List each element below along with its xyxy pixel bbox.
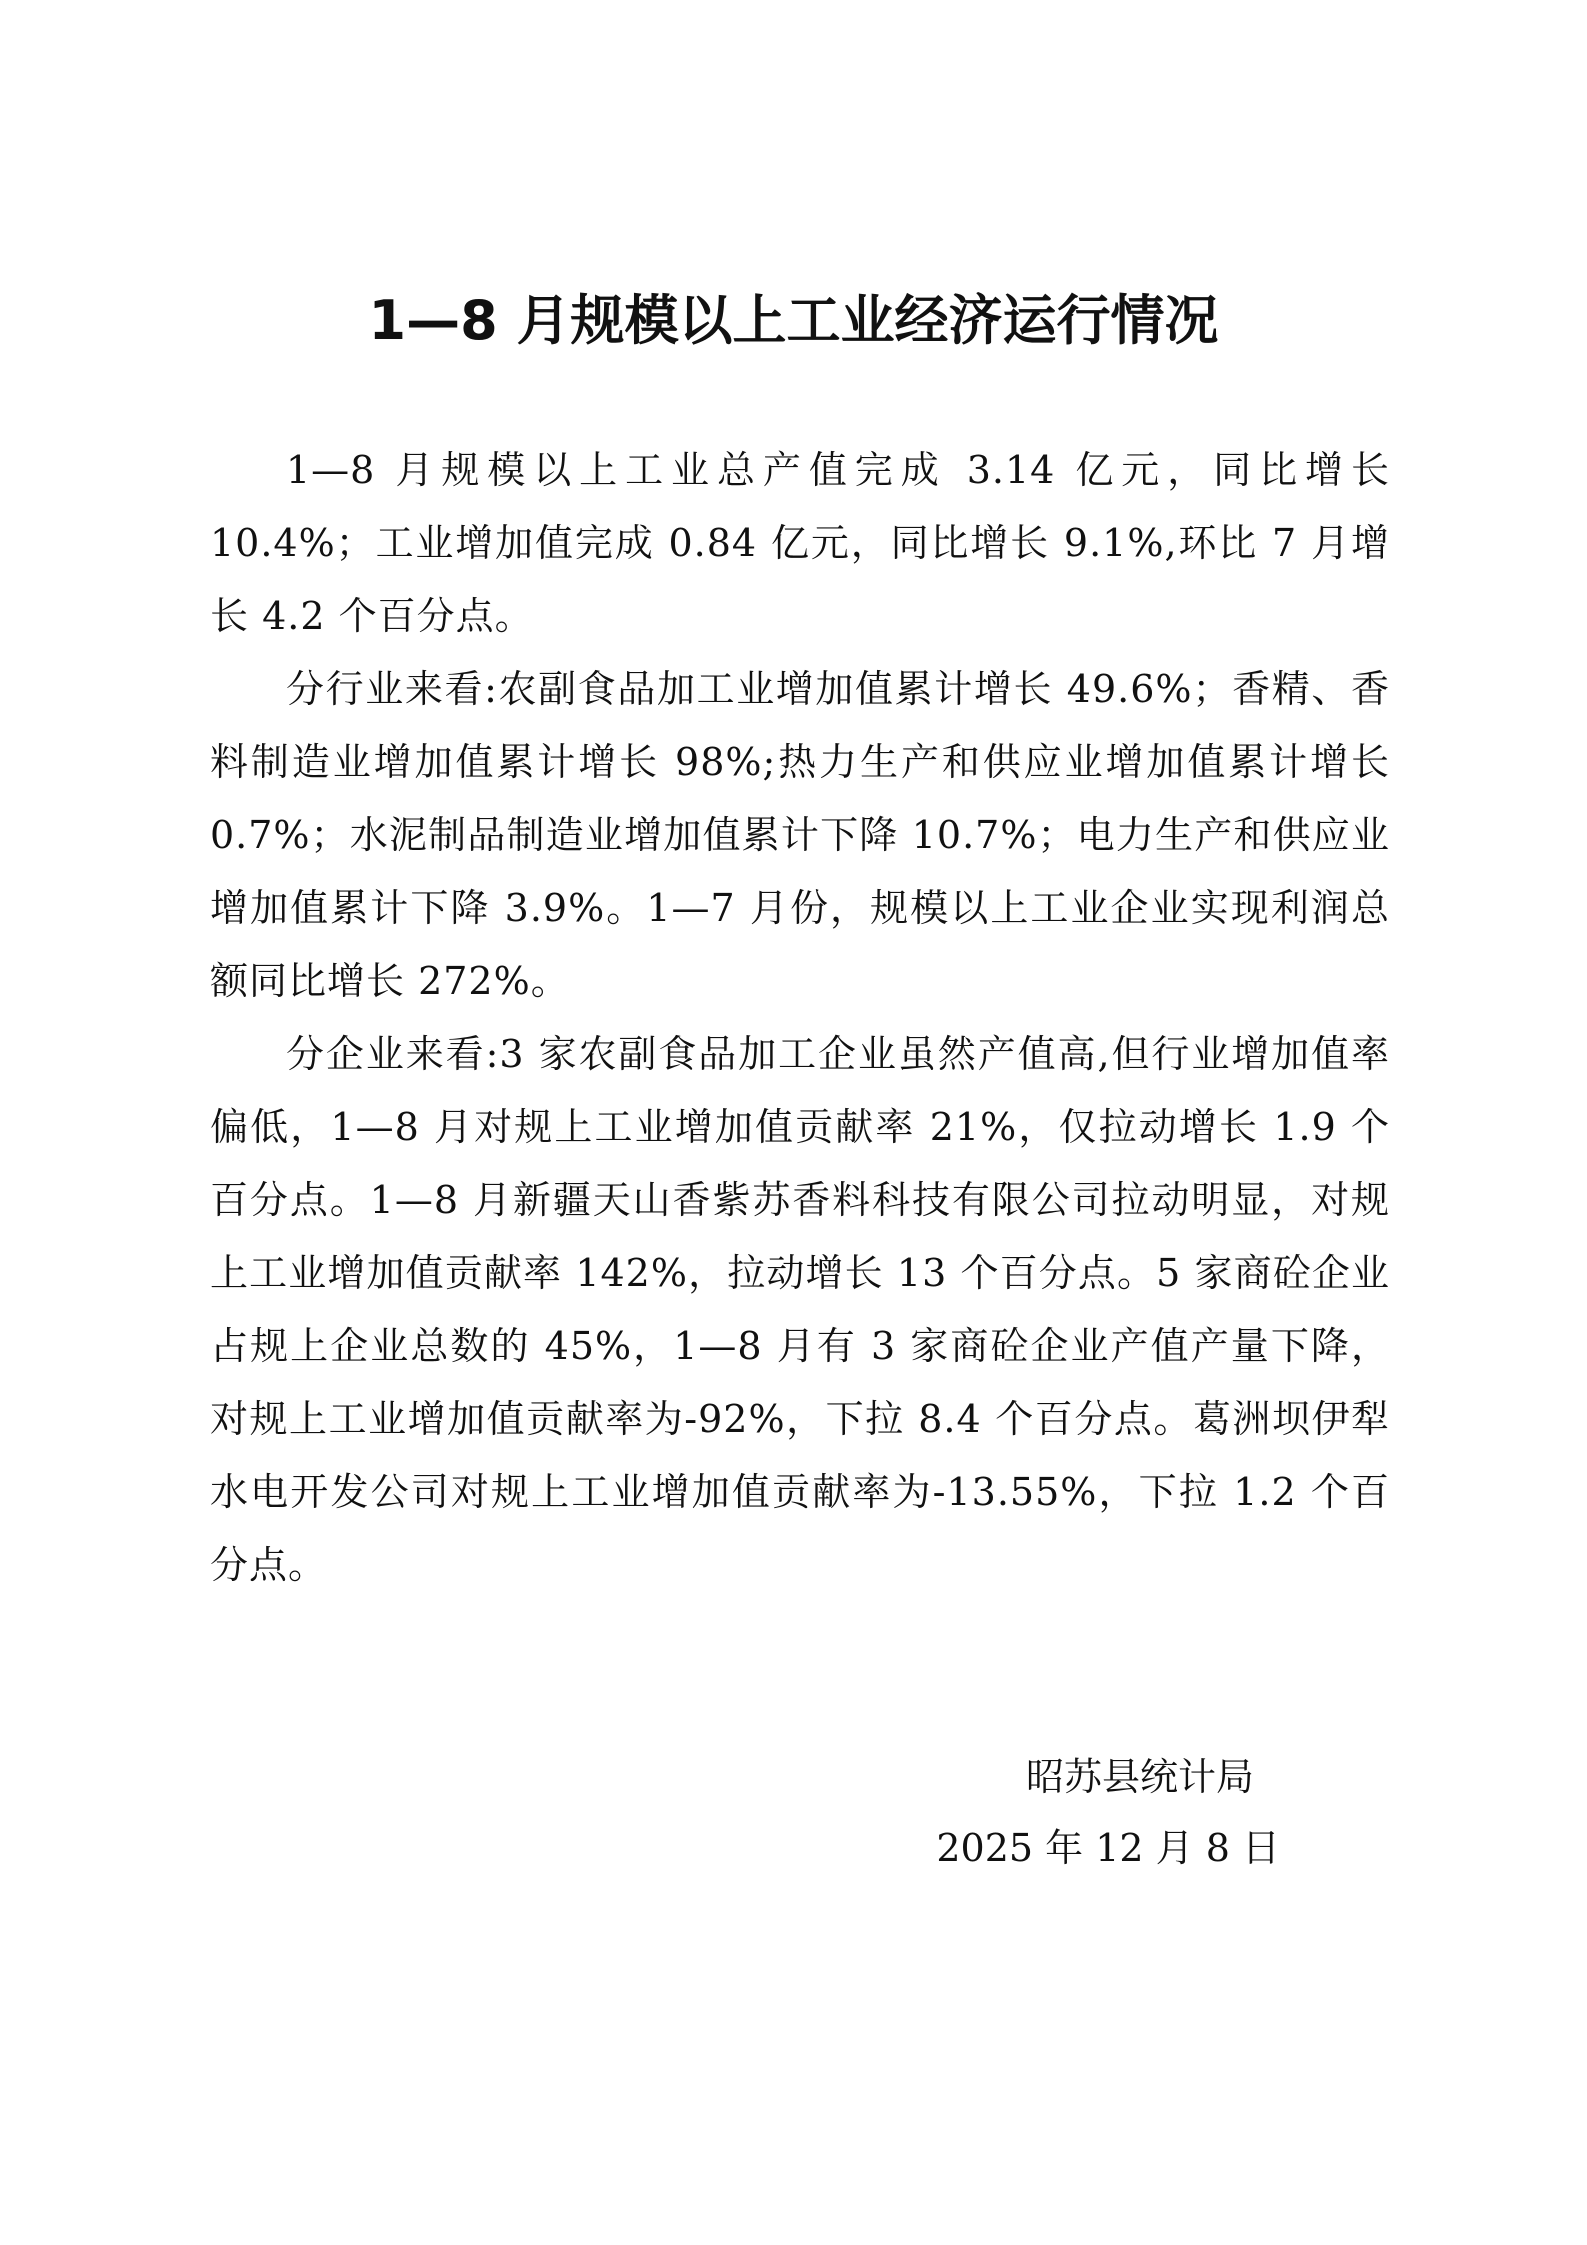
paragraph-overview: 1—8 月规模以上工业总产值完成 3.14 亿元，同比增长 10.4%；工业增加值完成 0.84 亿元，同比增长 9.1%,环比 7 月增长 4.2 个百分点。 [210, 448, 1390, 638]
paragraph-by-industry: 分行业来看:农副食品加工业增加值累计增长 49.6%；香精、香料制造业增加值累计增长 98%;热力生产和供应业增加值累计增长 0.7%；水泥制品制造业增加值累计下降 10.7%；电力生产和供应业增加值累计下降 3.9%。1—7 月份，规模以上工业企业实现利润总额同比增长 272%。 [210, 667, 1390, 1003]
document-body [210, 434, 1390, 1602]
signature-date: 2025 年 12 月 8 日 [936, 1826, 1280, 1870]
paragraph-by-enterprise: 分企业来看:3 家农副食品加工企业虽然产值高,但行业增加值率偏低，1—8 月对规上工业增加值贡献率 21%，仅拉动增长 1.9 个百分点。1—8 月新疆天山香紫苏香料科技有限公司拉动明显，对规上工业增加值贡献率 142%，拉动增长 13 个百分点。5 家商砼企业占规上企业总数的 45%，1—8 月有 3 家商砼企业产值产量下降，对规上工业增加值贡献率为-92%，下拉 8.4 个百分点。葛洲坝伊犁水电开发公司对规上工业增加值贡献率为-13.55%，下拉 1.2 个百分点。 [210, 1032, 1390, 1587]
signature-block [860, 1742, 1280, 1884]
signature-organization: 昭苏县统计局 [1025, 1755, 1254, 1799]
document-title: 1—8 月规模以上工业经济运行情况 [368, 289, 1219, 352]
